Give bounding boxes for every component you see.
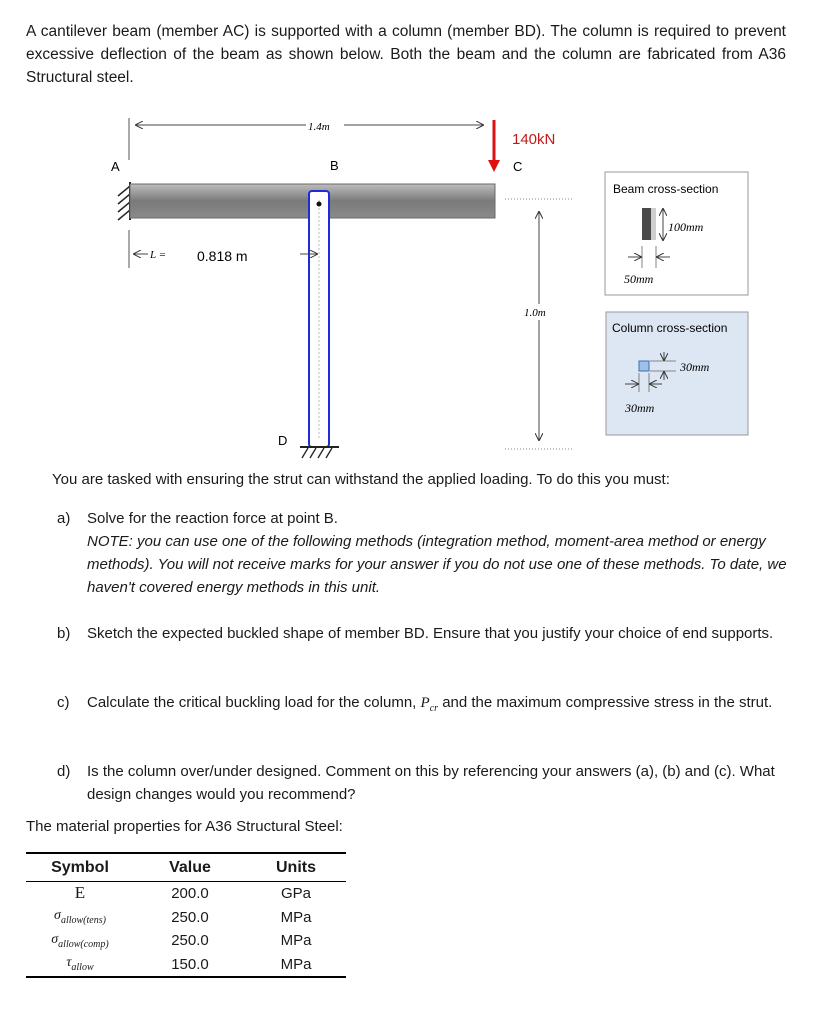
header-units: Units <box>246 853 346 882</box>
header-symbol: Symbol <box>26 853 134 882</box>
question-a-note: NOTE: you can use one of the following methods (integration method, moment-area method or energy methods). You will not receive marks for your answer if you do not use one of these methods. To date, we haven't covered energy methods in this unit. <box>87 533 787 596</box>
value-cell: 200.0 <box>171 885 209 903</box>
beam-section-width: 50mm <box>624 272 654 286</box>
symbol-cell: $\sigma_{allow(comp)}$ <box>51 931 109 950</box>
column-base-hatch-icon <box>302 448 332 458</box>
height-label: 1.0m <box>524 307 546 319</box>
question-c-text-2: and the maximum compressive stress in the strut. <box>438 694 773 711</box>
beam-section-title: Beam cross-section <box>613 182 719 196</box>
question-a <box>57 507 787 599</box>
value-cell: 250.0 <box>171 932 209 950</box>
beam-section-shape <box>642 208 651 240</box>
question-b-label: b) <box>57 625 71 642</box>
units-cell: MPa <box>280 908 312 926</box>
column-section-title: Column cross-section <box>612 321 728 335</box>
symbol-cell: E <box>74 882 86 902</box>
beam-section-height: 100mm <box>668 220 704 234</box>
table-row <box>26 953 346 978</box>
intro-paragraph: A cantilever beam (member AC) is supported with a column (member BD). The column is required to prevent excessive deflection of the beam as shown below. Both the beam and the column are fabricated from A36 Structural steel. <box>26 23 786 86</box>
table-header-row <box>26 853 346 882</box>
value-cell: 250.0 <box>171 908 209 926</box>
label-point-a: A <box>111 159 120 174</box>
question-b <box>57 622 787 645</box>
material-properties-table <box>26 852 346 978</box>
question-d-text: Is the column over/under designed. Comment on this by referencing your answers (a), (b) and (c). What design changes would you recommend? <box>87 763 775 803</box>
task-intro: You are tasked with ensuring the strut can withstand the applied loading. To do this you must: <box>52 471 670 488</box>
table-row <box>26 929 346 953</box>
column-section-height: 30mm <box>680 360 710 374</box>
material-intro: The material properties for A36 Structural Steel: <box>26 818 343 835</box>
table-row <box>26 882 346 906</box>
header-value: Value <box>134 853 246 882</box>
units-cell: MPa <box>280 932 312 950</box>
pin-b-icon <box>317 202 322 207</box>
question-d-label: d) <box>57 763 71 780</box>
question-a-text: Solve for the reaction force at point B. <box>87 510 338 527</box>
question-d <box>57 760 787 806</box>
column-section-width: 30mm <box>625 401 655 415</box>
pcr-symbol: $P_{cr}$ <box>420 695 439 714</box>
l-label: L = <box>150 249 167 261</box>
label-point-d: D <box>278 433 288 448</box>
question-c-label: c) <box>57 694 70 711</box>
question-c <box>57 691 787 720</box>
label-point-c: C <box>513 159 523 174</box>
symbol-cell: $\tau_{allow}$ <box>26 953 134 978</box>
question-a-label: a) <box>57 510 71 527</box>
load-arrow-icon <box>488 160 500 172</box>
beam-column-diagram <box>0 0 817 470</box>
units-cell: MPa <box>246 953 346 978</box>
l-value: 0.818 m <box>197 248 248 264</box>
units-cell: GPa <box>280 885 311 903</box>
table-row <box>26 906 346 930</box>
column-section-shape <box>639 361 649 371</box>
label-point-b: B <box>330 158 339 173</box>
load-label: 140kN <box>512 131 556 148</box>
span-label: 1.4m <box>308 121 330 133</box>
value-cell: 150.0 <box>134 953 246 978</box>
question-c-text-1: Calculate the critical buckling load for the column, <box>87 694 421 711</box>
fixed-support-hatch-icon <box>118 186 130 220</box>
question-b-text: Sketch the expected buckled shape of member BD. Ensure that you justify your choice of end supports. <box>87 625 774 642</box>
symbol-cell: $\sigma_{allow(tens)}$ <box>54 908 106 927</box>
